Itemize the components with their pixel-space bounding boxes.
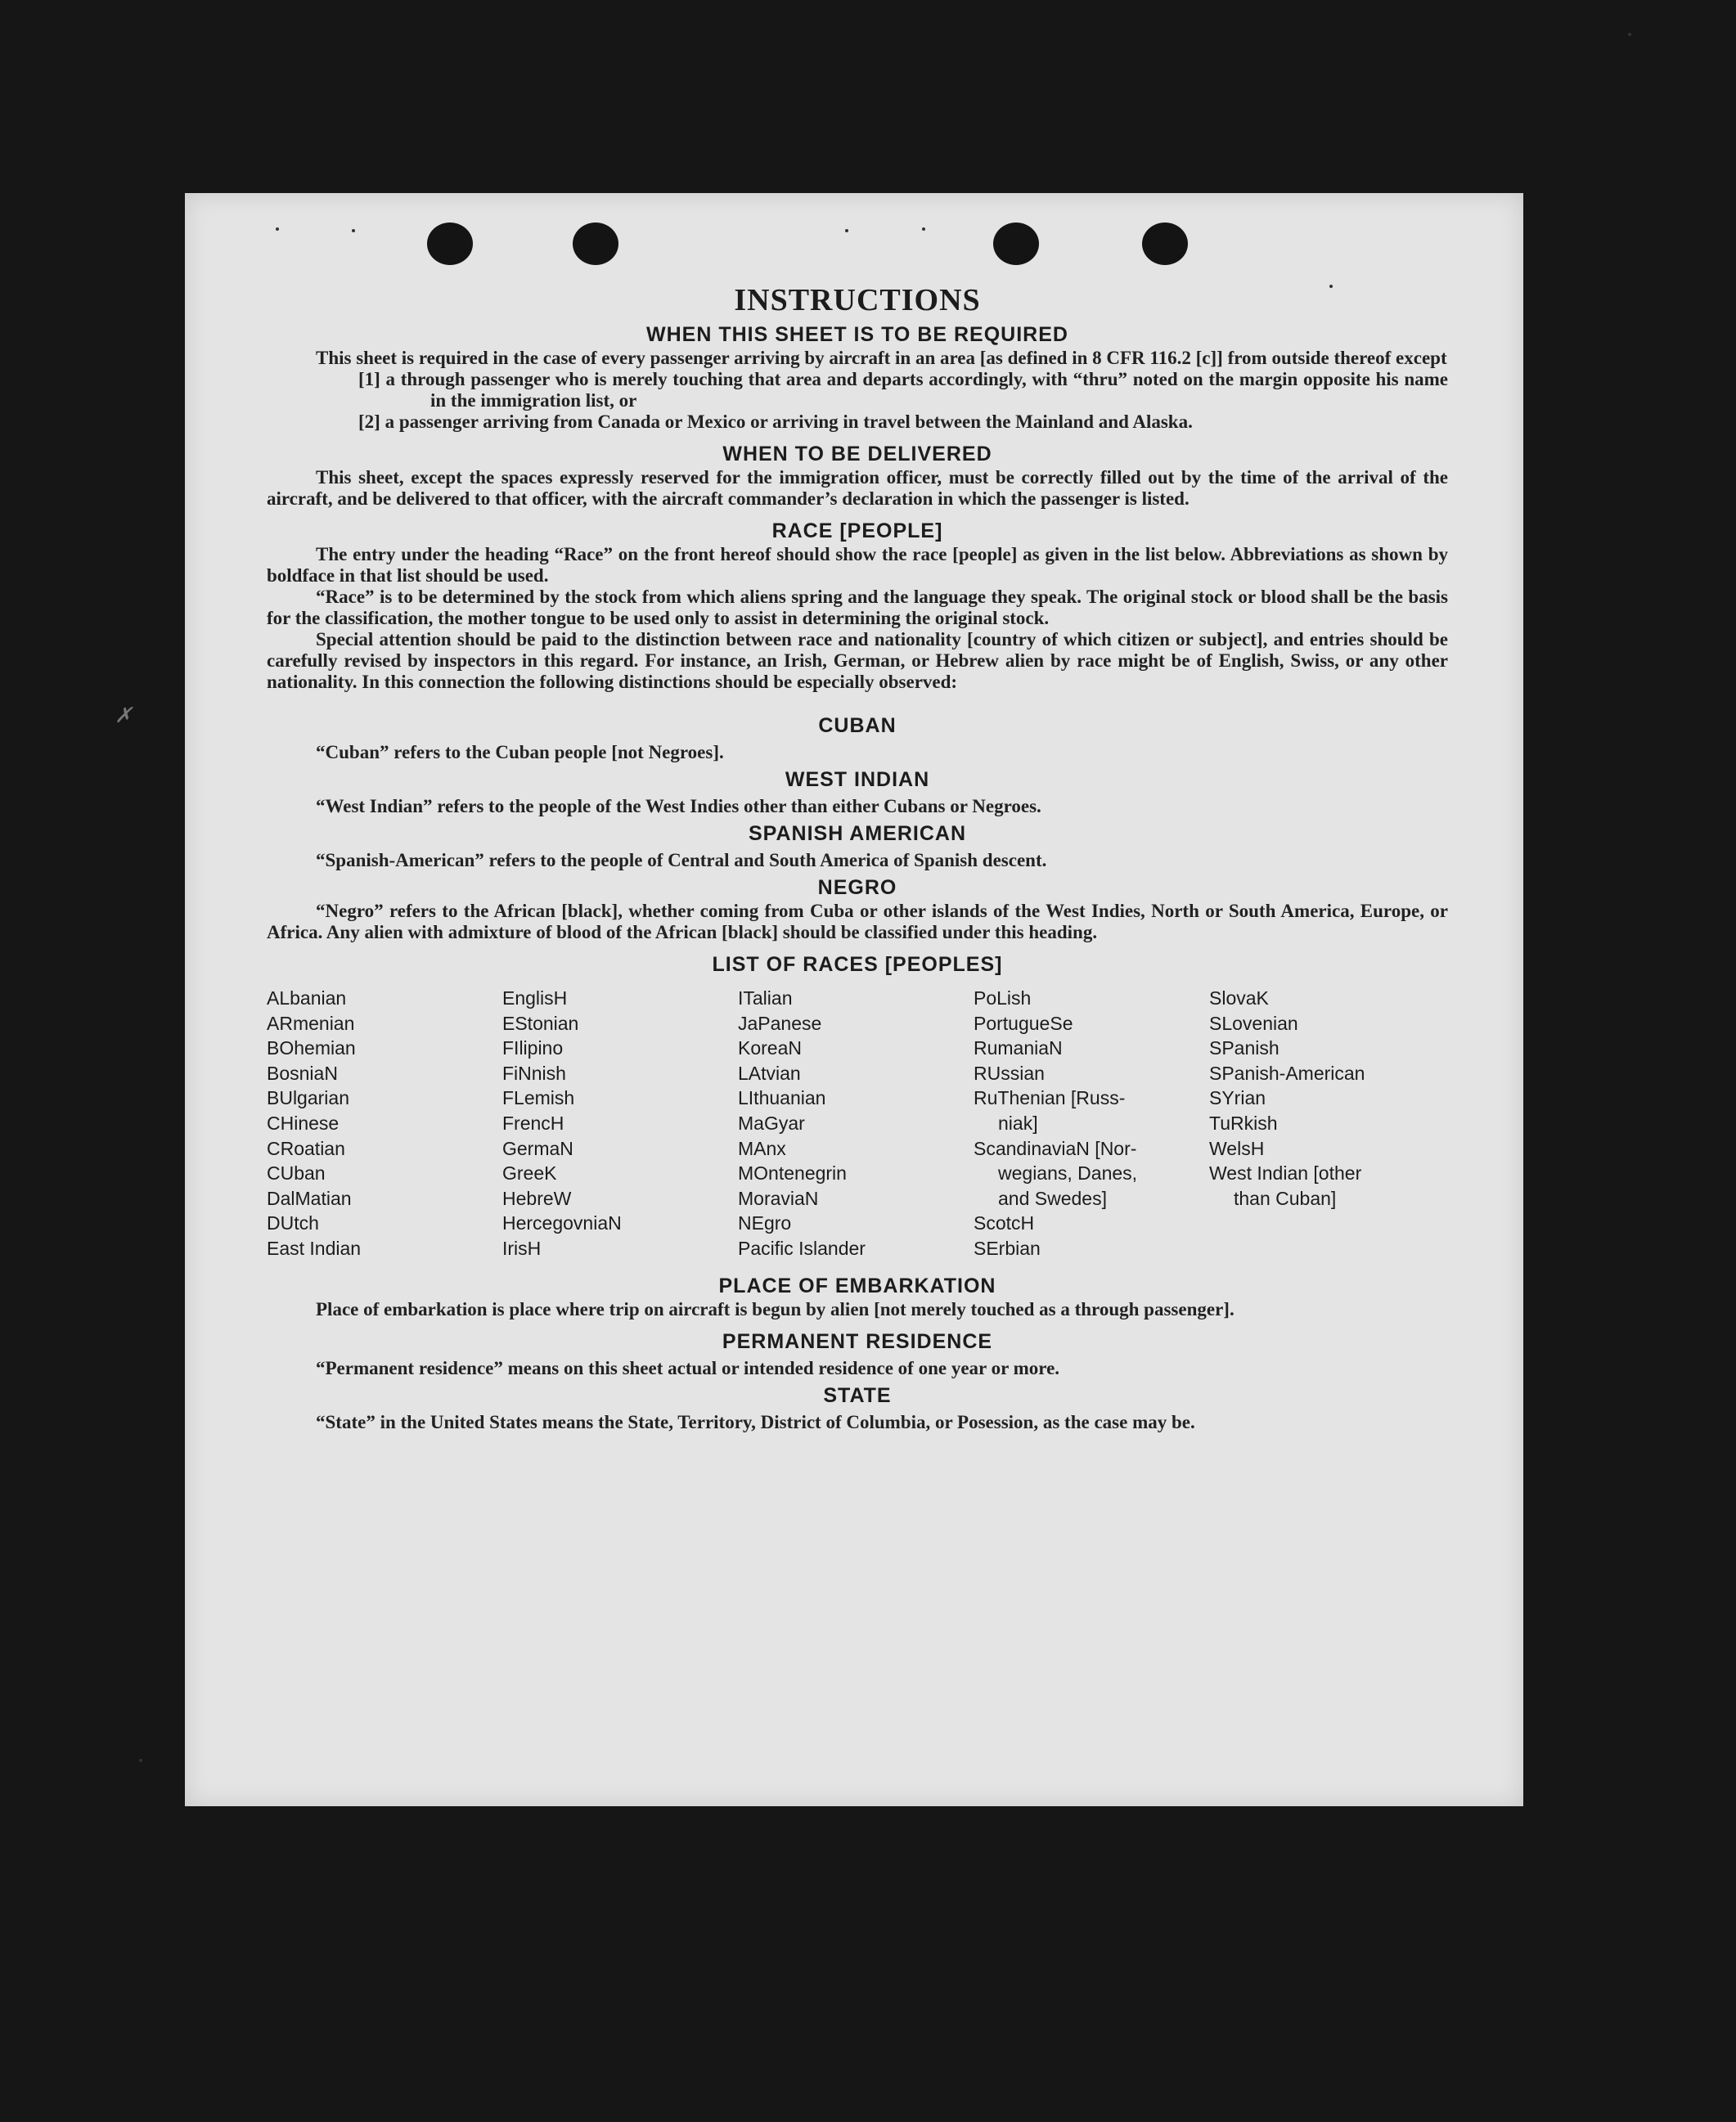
race-item: PoLish (974, 987, 1032, 1009)
race-item: wegians, Danes, (998, 1162, 1138, 1185)
race-item: IrisH (502, 1237, 542, 1259)
speck (139, 1759, 142, 1762)
punch-hole (573, 223, 618, 265)
punch-hole (1142, 223, 1188, 265)
race-item: SYrian (1209, 1087, 1266, 1109)
race-item: DUtch (267, 1212, 319, 1234)
handwritten-margin-mark: ✗ (115, 704, 133, 728)
race-item: FIlipino (502, 1037, 564, 1059)
race-item: CRoatian (267, 1137, 345, 1159)
section-heading-state: STATE (823, 1383, 892, 1407)
race-item: ALbanian (267, 987, 347, 1009)
race-item: East Indian (267, 1237, 362, 1259)
page-title: INSTRUCTIONS (734, 283, 981, 317)
races-column (267, 986, 502, 1261)
races-column (502, 986, 738, 1261)
race-item: BOhemian (267, 1037, 356, 1059)
race-item: SlovaK (1209, 987, 1269, 1009)
speck (1628, 33, 1631, 36)
race-item: EStonian (502, 1012, 579, 1034)
race-item: PortugueSe (974, 1012, 1073, 1034)
race-item: than Cuban] (1234, 1187, 1337, 1209)
required-intro: This sheet is required in the case of every passenger arriving by aircraft in an area [as defined in 8 CFR 116.2 [c]] from outside thereof except (316, 348, 1447, 368)
speck (276, 227, 279, 231)
cuban-text: “Cuban” refers to the Cuban people [not Negroes]. (316, 742, 724, 762)
race-item: niak] (998, 1112, 1038, 1134)
spanish-american-text: “Spanish-American” refers to the people of Central and South America of Spanish descent. (316, 850, 1047, 870)
race-item: EnglisH (502, 987, 568, 1009)
race-item: SErbian (974, 1237, 1041, 1259)
race-item: SPanish-American (1209, 1062, 1365, 1084)
race-item: RUssian (974, 1062, 1045, 1084)
races-list (267, 986, 1448, 1261)
race-item: NEgro (738, 1212, 792, 1234)
punch-hole (993, 223, 1039, 265)
race-item: DalMatian (267, 1187, 352, 1209)
delivered-text: This sheet, except the spaces expressly reserved for the immigration officer, must be correctly filled out by the time of the arrival of the aircraft, and be delivered to that officer, with the aircraft commander’s declaration in which the passenger is listed. (267, 467, 1448, 509)
state-text: “State” in the United States means the State, Territory, District of Columbia, or Posession, as the case may be. (316, 1411, 1195, 1432)
races-column (1209, 986, 1445, 1261)
punch-hole (427, 223, 473, 265)
race-item: GreeK (502, 1162, 557, 1185)
residence-text: “Permanent residence” means on this sheet actual or intended residence of one year or more. (316, 1357, 1060, 1378)
race-item: LAtvian (738, 1062, 801, 1084)
race-item: LIthuanian (738, 1087, 826, 1109)
west-indian-text: “West Indian” refers to the people of the West Indies other than either Cubans or Negroes. (316, 796, 1041, 816)
race-item: HercegovniaN (502, 1212, 622, 1234)
race-item: GermaN (502, 1137, 573, 1159)
race-item: RumaniaN (974, 1037, 1063, 1059)
race-item: SLovenian (1209, 1012, 1298, 1034)
section-heading-list-of-races: LIST OF RACES [PEOPLES] (712, 953, 1003, 976)
race-item: MaGyar (738, 1112, 805, 1134)
required-item-2: [2] a passenger arriving from Canada or Mexico or arriving in travel between the Mainland and Alaska. (358, 411, 1193, 432)
section-heading-required: WHEN THIS SHEET IS TO BE REQUIRED (646, 323, 1068, 346)
section-heading-spanish-american: SPANISH AMERICAN (748, 822, 966, 845)
race-item: RuThenian [Russ- (974, 1087, 1126, 1109)
instructions-content (267, 282, 1448, 1433)
race-paragraph-1: The entry under the heading “Race” on the front hereof should show the race [people] as given in the list below. Abbreviations as shown by boldface in that list should be used. (267, 544, 1448, 586)
speck (922, 227, 925, 231)
race-item: JaPanese (738, 1012, 822, 1034)
speck (845, 229, 848, 232)
required-item-1: [1] a through passenger who is merely touching that area and departs accordingly, with “thru” noted on the margin opposite his name in the immigration list, or (358, 369, 1448, 411)
race-item: ITalian (738, 987, 793, 1009)
race-item: ARmenian (267, 1012, 355, 1034)
embarkation-text: Place of embarkation is place where trip on aircraft is begun by alien [not merely touched as a through passenger]. (316, 1298, 1235, 1320)
races-column (974, 986, 1209, 1261)
race-item: and Swedes] (998, 1187, 1107, 1209)
race-item: MAnx (738, 1137, 786, 1159)
race-paragraph-2: “Race” is to be determined by the stock from which aliens spring and the language they speak. The original stock or blood shall be the basis for the classification, the mother tongue to be used only to assist in determining the original stock. (267, 587, 1448, 628)
section-heading-race: RACE [PEOPLE] (771, 519, 943, 542)
race-paragraph-3: Special attention should be paid to the distinction between race and nationality [country of which citizen or subject], and entries should be carefully revised by inspectors in this regard. For instance, an Irish, German, or Hebrew alien by race might be of English, Swiss, or any other nationality. In this connection the following distinctions should be especially observed: (267, 629, 1448, 692)
negro-text: “Negro” refers to the African [black], whether coming from Cuba or other islands of the West Indies, North or South America, Europe, or Africa. Any alien with admixture of blood of the African [black] should be classified under this heading. (267, 901, 1448, 942)
race-item: West Indian [other (1209, 1162, 1362, 1185)
race-item: FrencH (502, 1112, 564, 1134)
section-heading-negro: NEGRO (817, 876, 897, 899)
race-item: SPanish (1209, 1037, 1280, 1059)
race-item: MOntenegrin (738, 1162, 847, 1185)
race-item: BUlgarian (267, 1087, 349, 1109)
race-item: CHinese (267, 1112, 340, 1134)
section-heading-west-indian: WEST INDIAN (785, 768, 930, 791)
race-item: Pacific Islander (738, 1237, 866, 1259)
race-item: CUban (267, 1162, 326, 1185)
race-item: FLemish (502, 1087, 575, 1109)
race-item: TuRkish (1209, 1112, 1278, 1134)
races-column (738, 986, 974, 1261)
race-item: ScandinaviaN [Nor- (974, 1137, 1137, 1159)
speck (352, 229, 355, 232)
section-heading-delivered: WHEN TO BE DELIVERED (722, 443, 992, 465)
race-item: MoraviaN (738, 1187, 819, 1209)
race-item: FiNnish (502, 1062, 566, 1084)
section-heading-cuban: CUBAN (818, 714, 897, 737)
race-item: BosniaN (267, 1062, 338, 1084)
race-item: KoreaN (738, 1037, 802, 1059)
section-heading-residence: PERMANENT RESIDENCE (722, 1329, 993, 1353)
race-item: WelsH (1209, 1137, 1265, 1159)
race-item: HebreW (502, 1187, 572, 1209)
section-heading-embarkation: PLACE OF EMBARKATION (718, 1274, 996, 1297)
race-item: ScotcH (974, 1212, 1035, 1234)
